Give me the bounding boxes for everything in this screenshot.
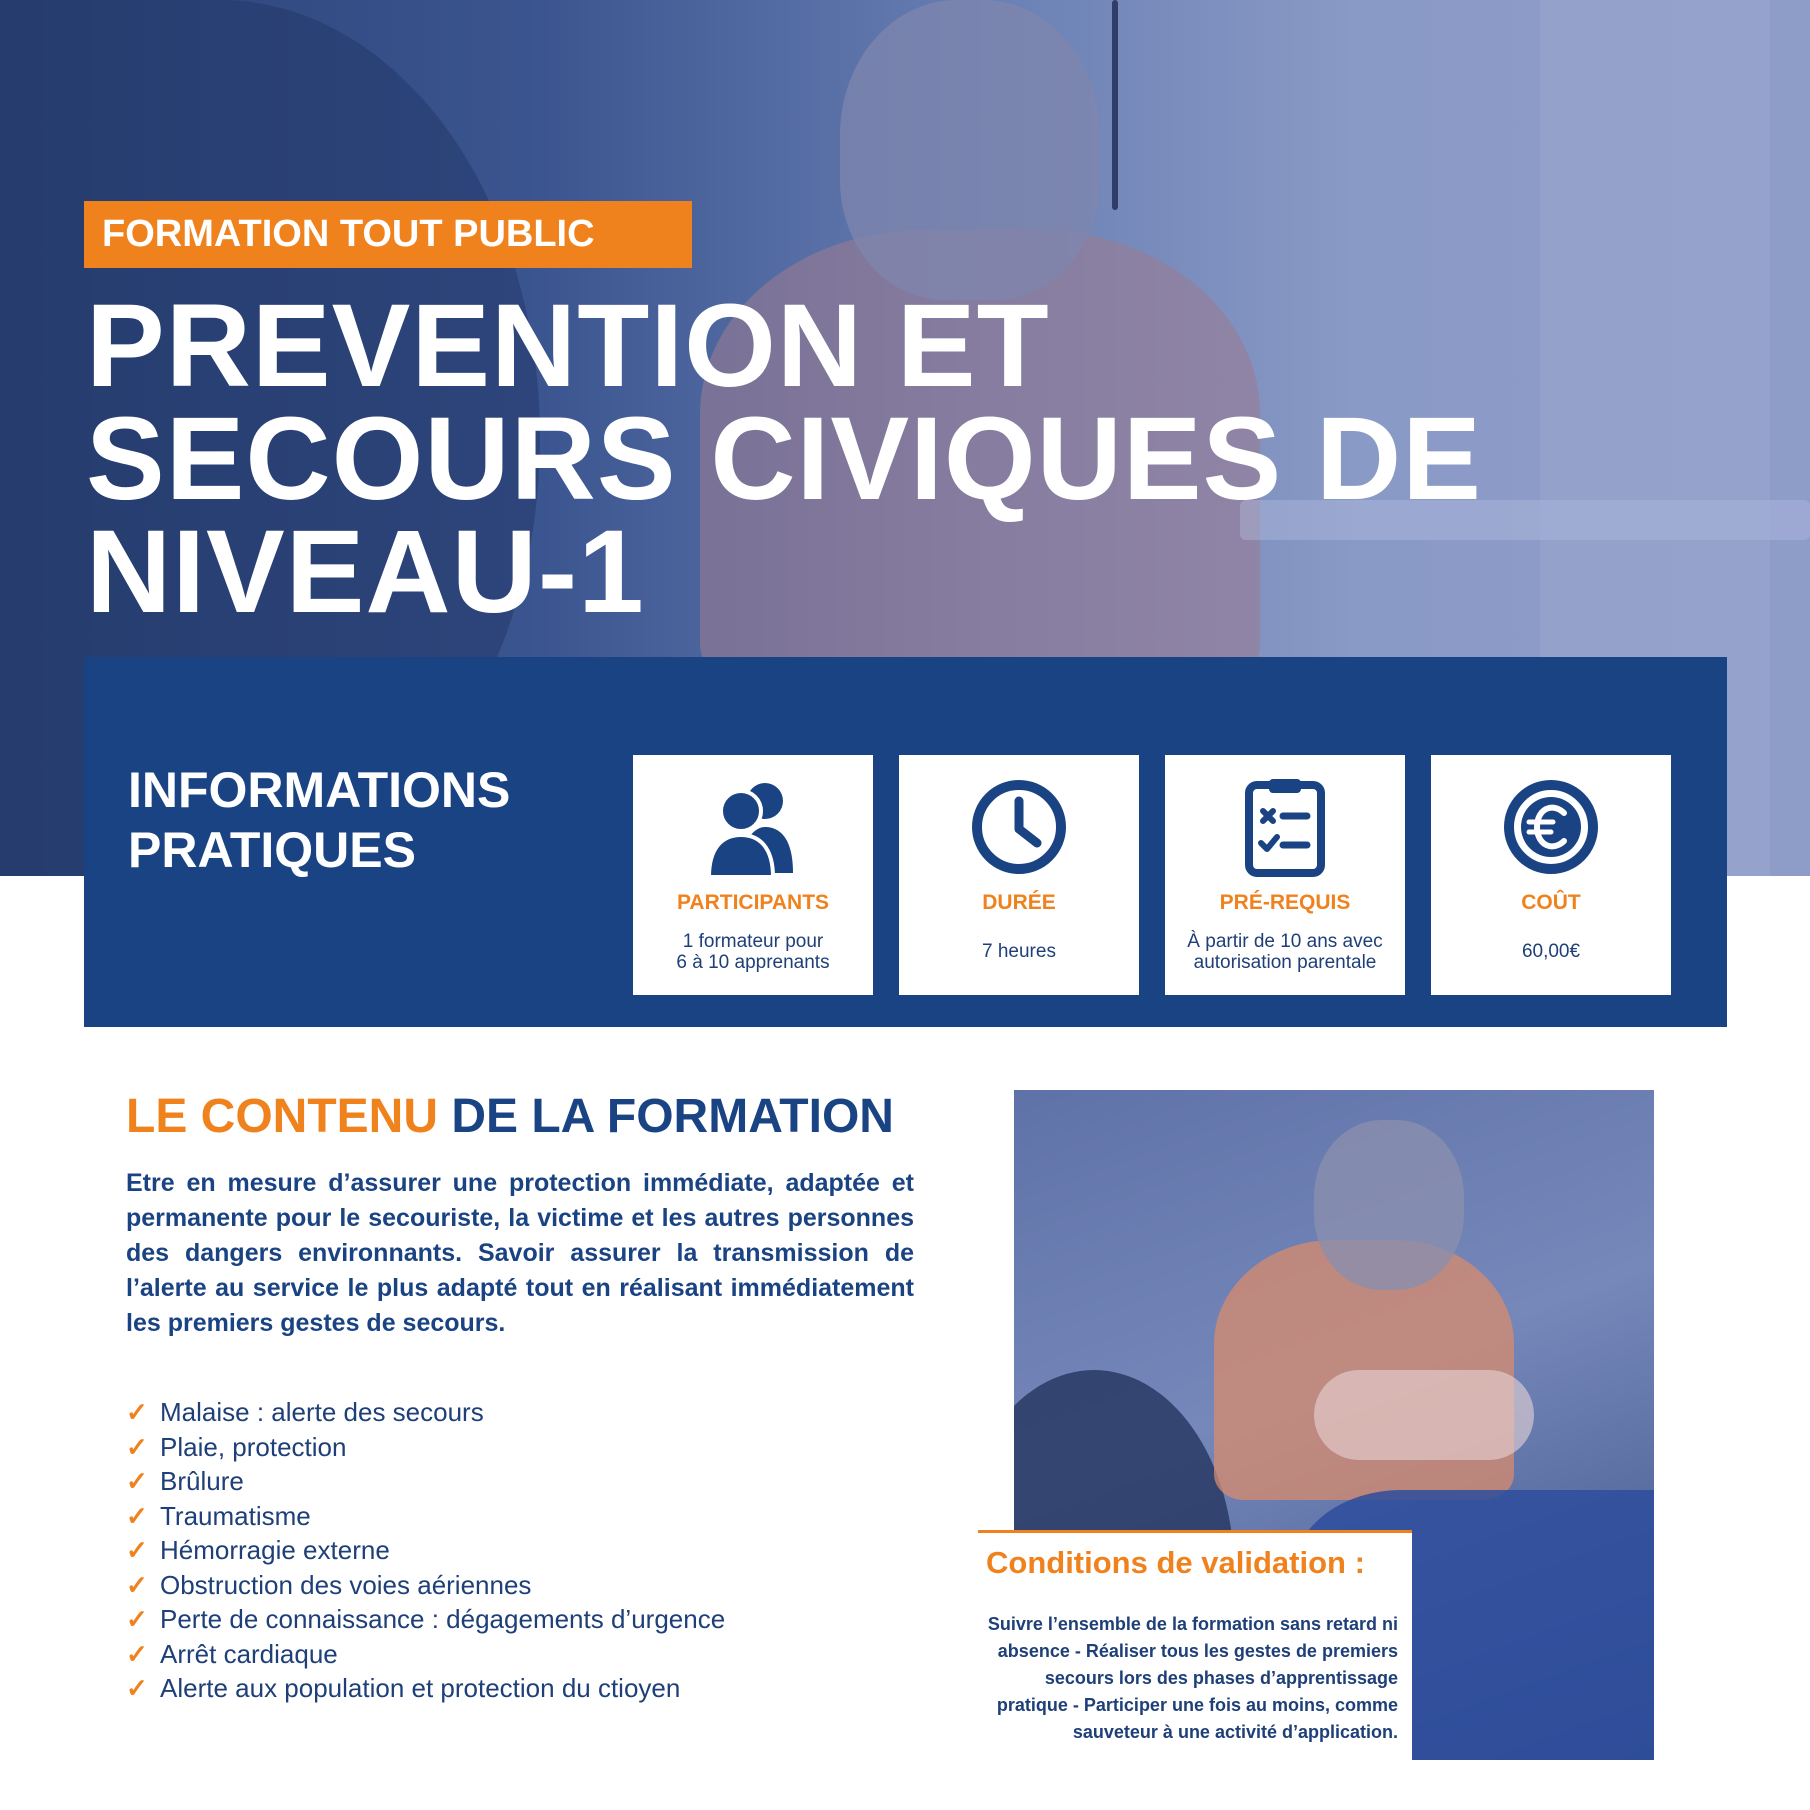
list-item-text: Traumatisme [160,1500,311,1531]
list-item [126,1533,725,1568]
list-item-text: Malaise : alerte des secours [160,1397,484,1427]
list-item-text: Perte de connaissance : dégagements d’urgence [160,1604,726,1634]
info-card-participants [633,755,873,995]
list-item-text: Hémorragie externe [160,1535,390,1565]
info-card-duration [899,755,1139,995]
info-card-value: 7 heures [982,941,1056,962]
clock-icon [969,777,1069,877]
list-item-text: Arrêt cardiaque [160,1638,338,1669]
content-list [126,1395,725,1706]
validation-title: Conditions de validation : [986,1545,1365,1580]
check-icon: ✓ [126,1638,148,1669]
page-title: PREVENTION ET SECOURS CIVIQUES DE NIVEAU-1 [86,280,1482,638]
photo-training-doll [1314,1370,1534,1460]
check-icon: ✓ [126,1500,148,1531]
list-item [126,1671,725,1706]
info-card-label: PARTICIPANTS [676,891,830,914]
validation-box [978,1530,1412,1808]
info-card-prerequisites [1165,755,1405,995]
info-card-value: 1 formateur pour 6 à 10 apprenants [676,931,830,973]
content-section-title [126,1089,894,1144]
check-icon: ✓ [126,1604,148,1634]
hero-photo-instructor-head [840,0,1100,300]
check-icon: ✓ [126,1431,148,1462]
info-card-value: 60,00€ [1521,941,1581,962]
list-item [126,1395,725,1430]
list-item-text: Brûlure [160,1466,244,1496]
users-icon [703,777,803,877]
practical-info-title: INFORMATIONS PRATIQUES [128,762,511,878]
content-title-rest: DE LA FORMATION [438,1090,894,1143]
info-card-value: À partir de 10 ans avec autorisation parentale [1187,931,1383,973]
list-item [126,1499,725,1534]
list-item [126,1568,725,1603]
list-item-text: Obstruction des voies aériennes [160,1569,532,1600]
list-item [126,1602,725,1637]
info-card-label: COÛT [1521,891,1581,914]
content-title-highlight: LE CONTENU [126,1090,438,1143]
photo-instructor-head [1314,1120,1464,1290]
practical-info-panel [84,657,1727,1027]
info-card-label: DURÉE [982,891,1056,914]
list-item [126,1464,725,1499]
list-item-text: Plaie, protection [160,1431,347,1462]
list-item [126,1637,725,1672]
hero-photo-cable [1112,0,1118,210]
audience-badge: FORMATION TOUT PUBLIC [84,201,692,268]
check-icon: ✓ [126,1569,148,1600]
euro-icon [1501,777,1601,877]
check-icon: ✓ [126,1397,148,1427]
list-item-text: Alerte aux population et protection du ctioyen [160,1673,681,1703]
info-card-cost [1431,755,1671,995]
checklist-icon [1235,777,1335,877]
list-item [126,1430,725,1465]
check-icon: ✓ [126,1466,148,1496]
content-intro: Etre en mesure d’assurer une protection immédiate, adaptée et permanente pour le secouriste, la victime et les autres personnes des dangers environnants. Savoir assurer la transmission de l’alerte au service le plus adapté tout en réalisant immédiatement les premiers gestes de secours. [126,1169,914,1337]
check-icon: ✓ [126,1673,148,1703]
info-card-label: PRÉ-REQUIS [1219,891,1351,914]
validation-text: Suivre l’ensemble de la formation sans retard ni absence - Réaliser tous les gestes de premiers secours lors des phases d’apprentissage pratique - Participer une fois au moins, comme sauveteur à une activité d’application. [987,1614,1398,1742]
check-icon: ✓ [126,1535,148,1565]
